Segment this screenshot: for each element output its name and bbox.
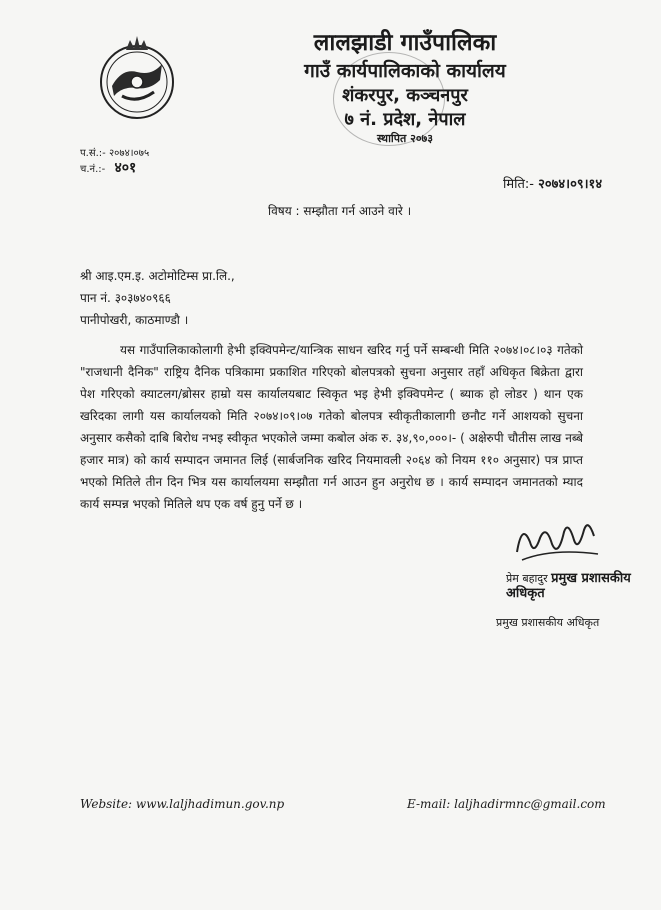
signatory-name: प्रेम बहादुर [506, 572, 548, 585]
handwritten-signature [512, 512, 602, 572]
municipality-name: लालझाडी गाउँपालिका [313, 30, 497, 56]
chalani-number-label: च.नं.:- [80, 164, 106, 175]
signature-stamp-text: प्रमुख प्रशासकीय अधिकृत [506, 571, 631, 601]
letter-date [503, 174, 602, 192]
addressee-block [80, 265, 235, 331]
addressee-pan: पान नं. ३०३७४०९६६ [80, 291, 171, 305]
established-line: स्थापित २०७३ [376, 132, 433, 145]
footer-email: E-mail: laljhadirmnc@gmail.com [407, 797, 606, 811]
signatory-title: प्रमुख प्रशासकीय अधिकृत [496, 616, 600, 629]
addressee-address: पानीपोखरी, काठमाण्डौ । [80, 313, 189, 327]
date-value: २०७४।०९।१४ [538, 177, 603, 192]
patra-sankhya-value: २०७४।०७५ [108, 148, 150, 159]
footer-website: Website: www.laljhadimun.gov.np [80, 797, 285, 811]
date-label: मिति:- [503, 177, 534, 192]
chalani-number-value: ४०१ [114, 160, 137, 176]
office-location: शंकरपुर, कञ्चनपुर [342, 85, 468, 106]
signature-block [496, 571, 661, 630]
chalani-number-row [80, 161, 149, 177]
letter-body: यस गाउँपालिकाकोलागी हेभी इक्विपमेन्ट/यान्त्रिक साधन खरिद गर्नु पर्ने सम्बन्धी मिति २०७४।०८।०३ गतेको "राजधानी दैनिक" राष्ट्रिय दैनिक पत्रिकामा प्रकाशित गरिएको बोलपत्रको सुचना अनुसार तहाँ अधिकृत बिक्रेता द्वारा पेश गरिएको क्याटलग/ब्रोसर हाम्रो यस कार्यालयबाट स्विकृत भइ हेभी इक्विपमेन्ट ( ब्याक हो लोडर ) थान एक खरिदका लागी यस कार्यालयको मिति २०७४।०९।०७ गतेको बोलपत्र स्वीकृतीकालागी छनौट गर्ने आशयको सुचना अनुसार कसैको दाबि बिरोध नभइ स्वीकृत भएकोले जम्मा कबोल अंक रु. ३४,९०,०००।- ( अक्षेरुपी चौतीस लाख नब्बे हजार मात्र) को कार्य सम्पादन जमानत लिई (सार्बजनिक खरिद नियमावली २०६४ को नियम ११० अनुसार) पत्र प्राप्त भएको मितिले तीन दिन भित्र यस कार्यालयमा सम्झौता गर्न आउन हुन अनुरोध छ । कार्य सम्पादन जमानतको म्याद कार्य सम्पन्न भएको मितिले थप एक वर्ष हुनु पर्ने छ । [80, 343, 583, 511]
nepal-emblem-icon [92, 30, 182, 126]
office-stamp [333, 52, 445, 146]
addressee-name: श्री आइ.एम.इ. अटोमोटिम्स प्रा.लि., [80, 269, 235, 283]
reference-block [80, 146, 149, 177]
patra-sankhya-label: प.सं.:- [80, 148, 106, 159]
province-line: ७ नं. प्रदेश, नेपाल [344, 109, 466, 130]
office-name: गाउँ कार्यपालिकाको कार्यालय [304, 60, 506, 82]
letter-subject: विषय : सम्झौता गर्न आउने वारे । [268, 204, 412, 218]
patra-sankhya-row [80, 146, 149, 161]
